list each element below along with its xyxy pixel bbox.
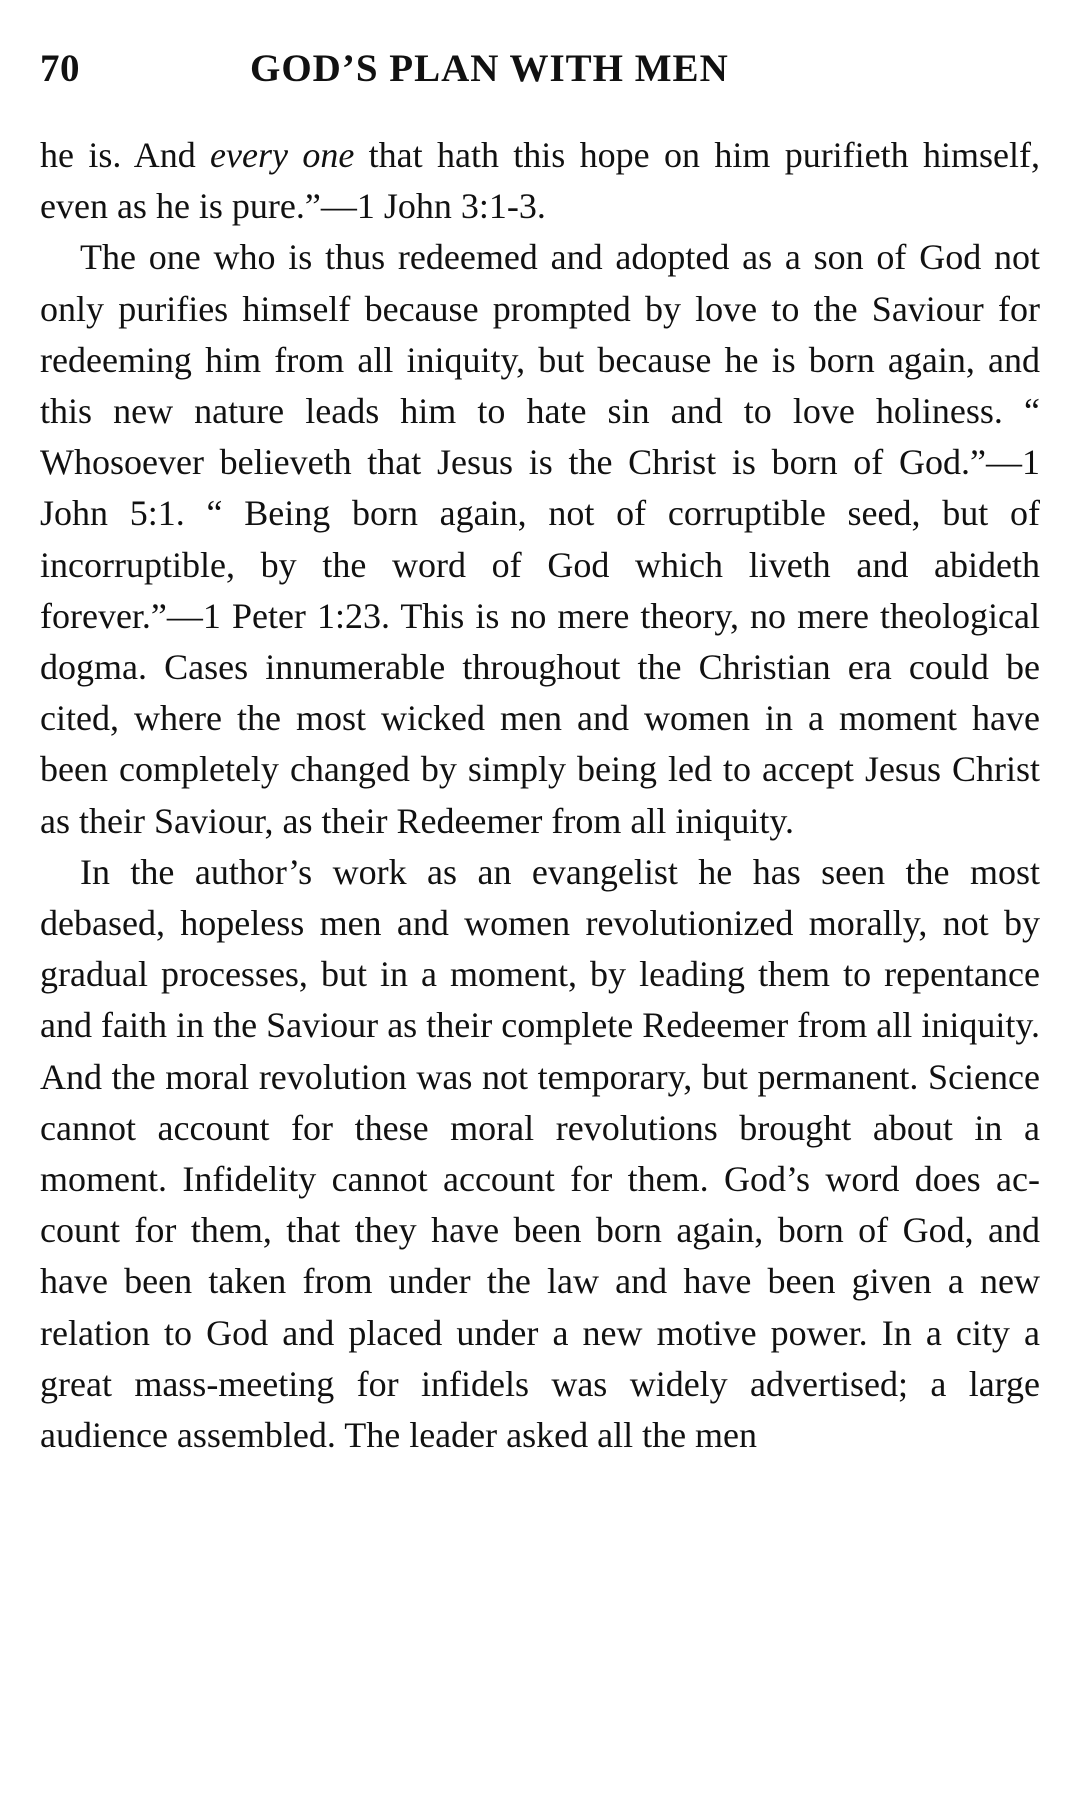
- paragraph: [40, 847, 1040, 1461]
- running-head: [40, 40, 1040, 100]
- book-page: [40, 40, 1040, 1461]
- running-title: GOD’S PLAN WITH MEN: [250, 47, 729, 90]
- page-number: 70: [40, 47, 80, 90]
- text-segment: The one who is thus redeemed and adopted as a son of God not only purifies himself because prompted by love to the Saviour for redeeming him from all iniquity, but because he is born again, and this new nature leads him to hate sin and to love holiness. “ Whosoever believeth that Jesus is the Christ is born of God.”—1 John 5:1. “ Being born again, not of corruptible seed, but of incorruptible, by the word of God which liveth and abideth forever.”—1 Peter 1:23. This is no mere theory, no mere theological dogma. Cases innumerable throughout the Christian era could be cited, where the most wicked men and women in a moment have been completely changed by simply being led to accept Jesus Christ as their Saviour, as their Redeemer from all iniquity.: [40, 237, 1040, 841]
- text-segment: he is. And: [40, 135, 211, 175]
- paragraph: [40, 232, 1040, 846]
- emphasis-text: every one: [210, 135, 355, 175]
- paragraph-continued: [40, 130, 1040, 232]
- text-segment: that hath this hope on him purifieth himself, even as he is pure.”—1 John 3:1-3.: [40, 135, 1040, 227]
- text-segment: In the author’s work as an evangelist he has seen the most debased, hopeless men and women revolutionized morally, not by gradual processes, but in a moment, by leading them to repentance and faith in the Saviour as their complete Redeemer from all iniquity. And the moral revolution was not temporary, but permanent. Science cannot account for these moral revolutions brought about in a moment. Infidelity cannot account for them. God’s word does account for them, that they have been born again, born of God, and have been taken from under the law and have been given a new relation to God and placed under a new motive power. In a city a great mass-meeting for infidels was widely advertised; a large audience assembled. The leader asked all the men: [40, 851, 1040, 1456]
- body-text: [40, 130, 1040, 1461]
